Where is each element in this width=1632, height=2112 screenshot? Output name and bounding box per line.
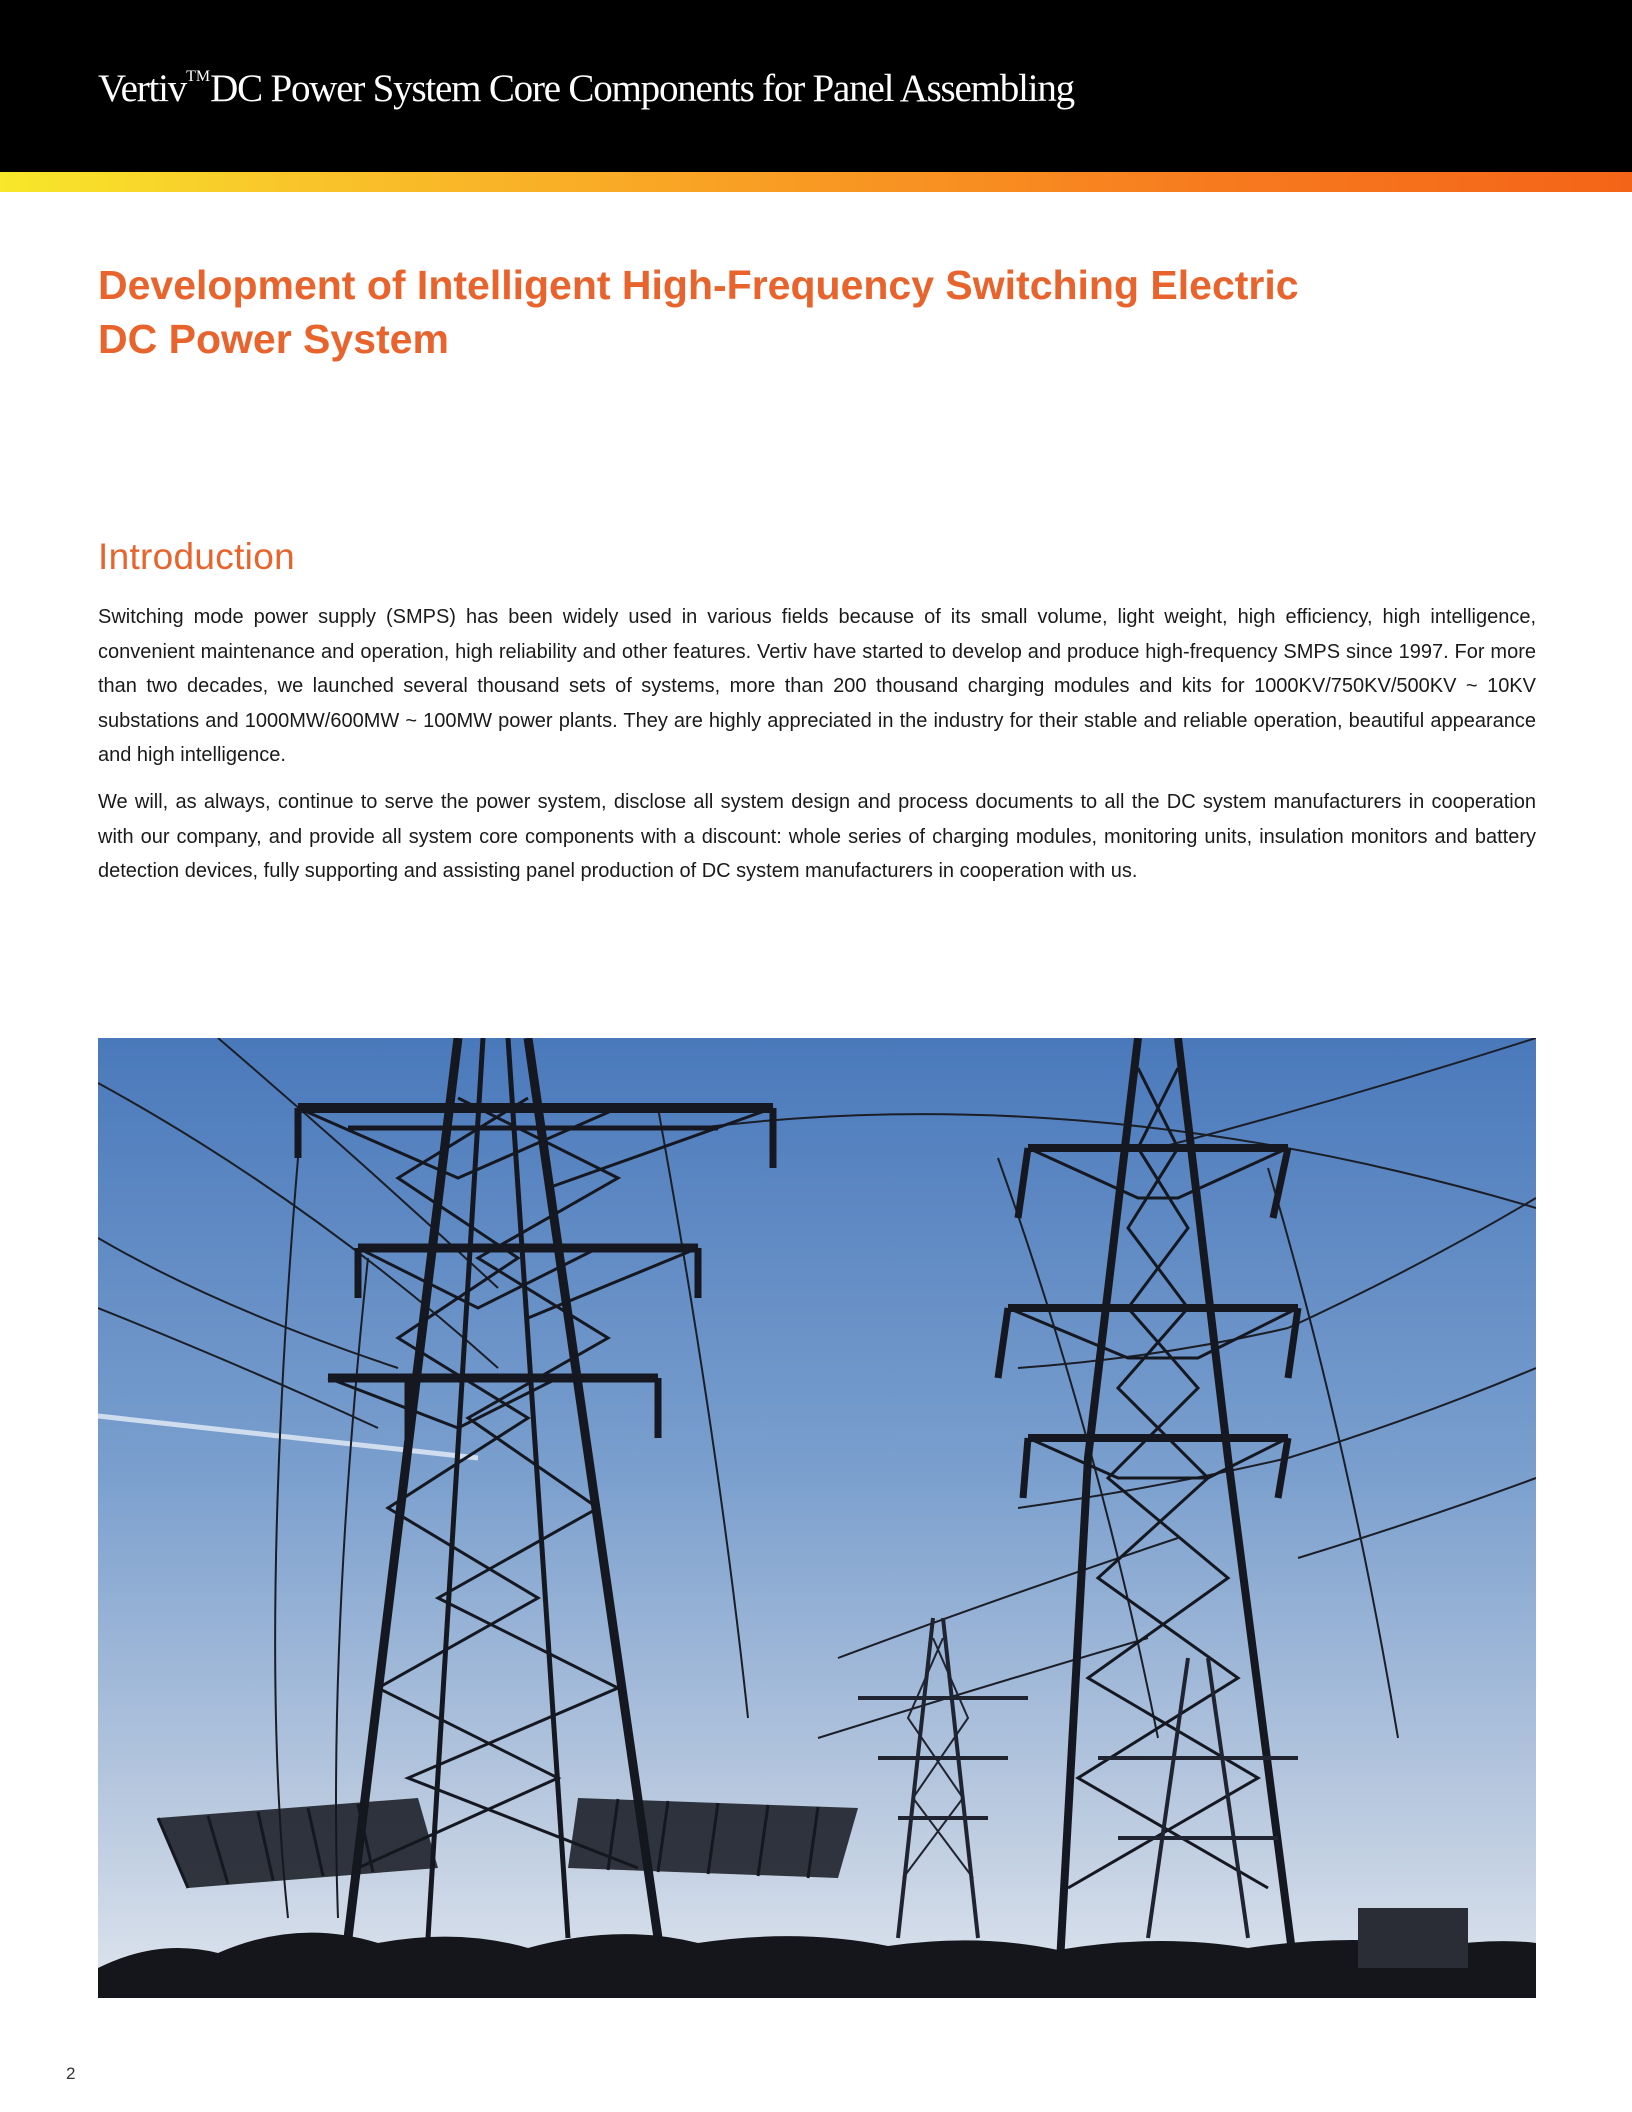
introduction-paragraph-2: We will, as always, continue to serve the power system, disclose all system design and process documents to all the DC system manufacturers in cooperation with our company, and provide all system core components with a discount: whole series of charging modules, monitoring units, insulation monitors and battery detection devices, fully supporting and assisting panel production of DC system manufacturers in cooperation with us. [98, 791, 1536, 882]
page-number: 2 [66, 2064, 76, 2083]
document-title [98, 258, 1398, 366]
tree-line [98, 1933, 1536, 1998]
trademark-mark: TM [186, 68, 211, 85]
header-gradient-stripe [0, 172, 1632, 192]
introduction-heading: Introduction [98, 536, 295, 577]
introduction-paragraph-1: Switching mode power supply (SMPS) has been widely used in various fields because of its small volume, light weight, high efficiency, high intelligence, convenient maintenance and operation, high reliability and other features. Vertiv have started to develop and produce high-frequency SMPS since 1997. For more than two decades, we launched several thousand sets of systems, more than 200 thousand charging modules and kits for 1000KV/750KV/500KV ~ 10KV substations and 1000MW/600MW ~ 100MW power plants. They are highly appreciated in the industry for their stable and reliable operation, beautiful appearance and high intelligence. [98, 606, 1536, 766]
header-title [98, 66, 1074, 111]
document-title-line-1: Development of Intelligent High-Frequency Switching Electric [98, 262, 1299, 308]
header-brand: Vertiv [98, 67, 187, 110]
document-title-line-2: DC Power System [98, 316, 449, 362]
header-title-rest: DC Power System Core Components for Panel Assembling [210, 67, 1074, 110]
distant-building [1358, 1908, 1468, 1968]
electricity-pylons-photo [98, 1038, 1536, 1998]
